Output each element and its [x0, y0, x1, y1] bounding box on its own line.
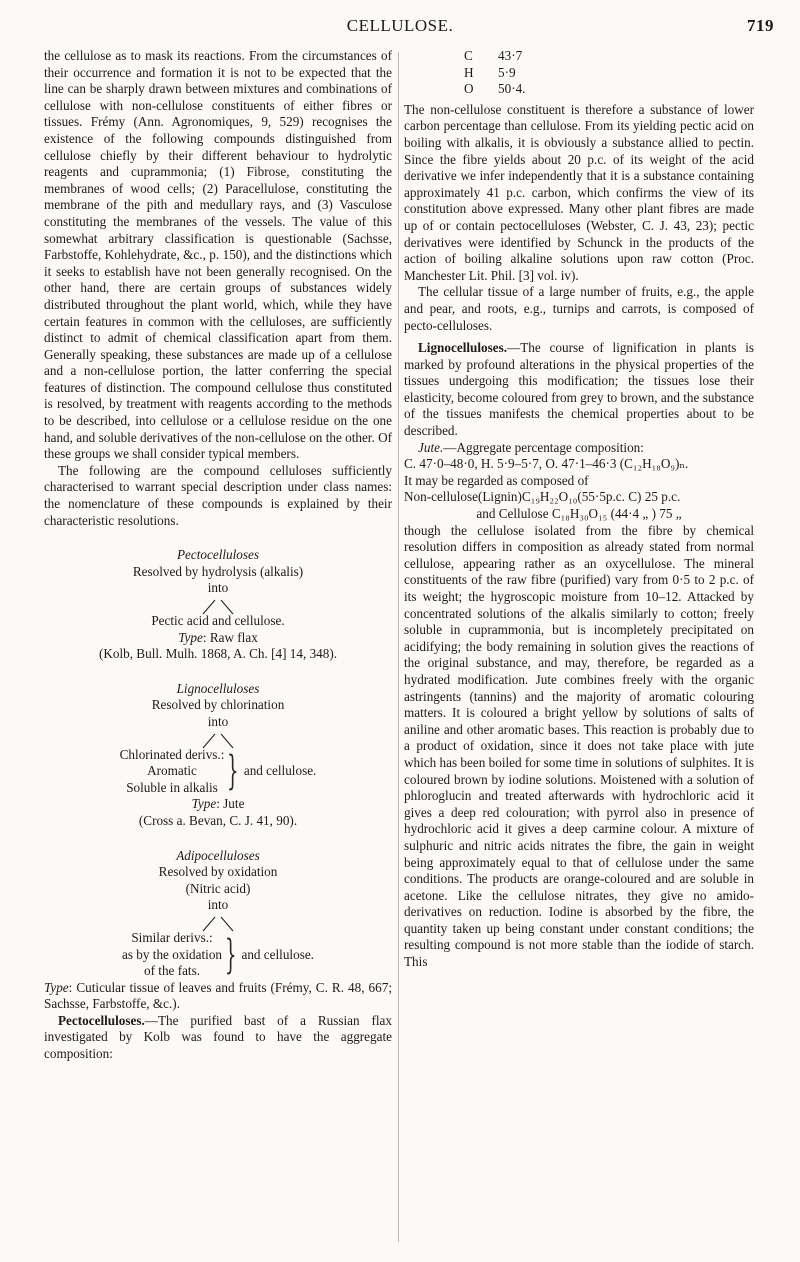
type-value: : Jute — [216, 796, 245, 812]
type-label: Type — [178, 629, 203, 645]
type-value: : Raw flax — [202, 629, 258, 645]
paragraph-text: —The purified bast of a Russian flax investigated by Kolb was found to have the aggregate composition: — [44, 1012, 392, 1062]
element-symbol: C — [464, 48, 473, 63]
pectocelluloses-paragraph — [44, 1013, 392, 1063]
scheme-products: Pectic acid and cellulose. — [151, 613, 285, 628]
section-heading: Pectocelluloses. — [58, 1012, 145, 1028]
paragraph-text: —The course of lignification in plants is marked by profound alterations in the physical properties of the tissues undergoing this modification; the tissues lose their elasticity, become coloured from grey to brown, and the substance of the tissues manifests the chemical properties about to be described. — [404, 340, 754, 439]
right-brace-icon: } — [227, 748, 239, 795]
scheme-reference: (Cross a. Bevan, C. J. 41, 90). — [138, 812, 298, 828]
jute-intro-text: —Aggregate percentage composition: — [443, 439, 644, 455]
pectocelluloses-scheme — [44, 547, 392, 663]
scheme-into: into — [207, 713, 229, 729]
right-brace-icon: } — [225, 931, 237, 978]
element-symbol: H — [464, 64, 474, 80]
page-number: 719 — [747, 16, 774, 35]
derivs-line: of the fats. — [144, 963, 201, 979]
with-cellulose: and cellulose. — [243, 763, 317, 779]
scheme-resolution: Resolved by oxidation — [158, 864, 278, 880]
left-column — [44, 48, 392, 1063]
lignocelluloses-paragraph — [404, 340, 754, 440]
composition-row — [464, 81, 584, 98]
scheme-resolution: Resolved by chlorination — [151, 697, 285, 713]
derivs-line: Soluble in alkalis — [126, 779, 218, 795]
scheme-title: Lignocelluloses — [176, 680, 260, 696]
column-rule — [398, 52, 399, 1242]
type-value: : Cuticular tissue of leaves and fruits (Frémy, C. R. 48, 667; Sachsse, Farbstoffe, &c.). — [44, 979, 392, 1012]
section-heading: Lignocelluloses. — [418, 340, 508, 356]
scheme-into: into — [207, 897, 229, 913]
classes-paragraph: The following are the compound celluloses sufficiently characterised to warrant special description under class names: the nomenclature of these compounds is explained by their characteristic resolutions. — [44, 462, 392, 528]
jute-paragraph: though the cellulose isolated from the fibre by chemical resolution differs in composition as already stated from normal cellulose, appearing rather as an oxycellulose. The mineral constituents of the raw fibre (purified) vary from 0·5 to 2 p.c. of its weight; the hygroscopic moisture from 10–12. Attacked by concentrated solutions of the alkalis similarly to cotton; freely soluble in cuprammonia, but is incompletely precipitated on acidifying; the body remaining in solution gives the reactions of the original substance, and may, therefore, be regarded as a hydrated modification. Jute combines freely with the organic astringents (tannins) and the majority of aromatic colouring matters. It is coloured a bright yellow by solutions of salts of aniline and other aromatic bases. This reaction is probably due to a product of oxidation, since it does not take place with jute which has been boiled for some time in solutions of sulphites. It is coloured brown by iodine solutions. Moistened with a solution of phloroglucin and treated afterwards with hydrochloric acid it gives a deep red colouration; with pyrrol also in presence of hydrochloric acid it gives a deep carmine colour. A mixture of sulphuric and nitric acids nitrates the fibre, the gain in weight being approximately equal to that of cellulose under the same conditions. The products are orange-coloured and are soluble in acetone. Like the cellulose nitrates, they give no amido-derivatives on reduction. Iodine is absorbed by the fibre, the quantity taken up being constant under constant conditions; the resulting compound is not more stable than the iodide of starch. This — [404, 522, 754, 970]
jute-regard: It may be regarded as composed of — [404, 472, 589, 488]
adipocelluloses-scheme — [44, 848, 392, 1013]
composition-row — [464, 48, 584, 65]
cellular-tissue-paragraph: The cellular tissue of a large number of fruits, e.g., the apple and pear, and roots, e.g., turnips and carrots, is composed of pecto-celluloses. — [404, 284, 754, 333]
scheme-reference: (Kolb, Bull. Mulh. 1868, A. Ch. [4] 14, 348). — [98, 646, 338, 662]
intro-paragraph: the cellulose as to mask its reactions. From the circumstances of their occurrence and formation it is not to be expected that the line can be sharply drawn between mixtures and combinations of cellulose with non-cellulose constituents of either fibres or tissues. Frémy (Ann. Agronomiques, 9, 529) recognises the existence of the following compounds distinguished from cellulose chiefly by their different behaviour to hydrolytic reagents and cuprammonia; (1) Fibrose, constituting the membranes of wood cells; (2) Paracellulose, constituting the membrane of the pith and medullary rays, and (3) Vasculose constituting the membranes of the vessels. The value of this somewhat arbitrary classification is questionable (Sachsse, Farbstoffe, Kohlehydrate, &c., p. 150), and the distinctions which it seeks to establish have not been generally recognised. On the other hand, there are certain groups of substances widely distributed throughout the plant world, which, while they have certain features in common with the celluloses, are sufficiently distinct to admit of chemical classification apart from them. Generally speaking, these substances are made up of a cellulose and a non-cellulose portion, the latter conferring the special features of distinction. The compound cellulose thus constituted is resolved, by treatment with reagents according to the methods to be described, into cellulose or a cellulose residue on the one hand, and soluble derivatives of the non-cellulose on the other. Of these groups we shall consider typical members. — [44, 48, 392, 462]
scheme-products — [44, 930, 392, 980]
right-column — [404, 48, 754, 971]
scheme-products — [44, 747, 392, 797]
derivs-line: Aromatic — [147, 763, 197, 779]
type-label: Type — [191, 796, 217, 812]
scheme-type — [44, 796, 392, 813]
jute-cellulose: and Cellulose C₁₈H₃₀O₁₅ (44·4 „ ) 75 „ — [476, 506, 682, 522]
jute-formula: C. 47·0–48·0, H. 5·9–5·7, O. 47·1–46·3 (C₁₂H₁₈O₉)ₙ. — [404, 456, 689, 472]
running-header — [0, 16, 800, 42]
scheme-type — [44, 980, 392, 1013]
scheme-reagent: (Nitric acid) — [185, 880, 251, 896]
element-symbol: O — [464, 81, 474, 97]
scheme-resolution: Resolved by hydrolysis (alkalis) — [132, 563, 304, 579]
scheme-title: Adipocelluloses — [176, 847, 260, 863]
running-title: CELLULOSE. — [346, 16, 454, 35]
composition-row — [464, 65, 584, 82]
element-value: 5·9 — [498, 64, 516, 80]
non-cellulose-paragraph: The non-cellulose constituent is therefore a substance of lower carbon percentage than cellulose. From its yielding pectic acid on boiling with alkalis, it is obviously a substance allied to pectin. Since the fibre yields about 20 p.c. of its weight of the acid derivative we infer independently that it is a substance containing approximately 41 p.c. carbon, which confirms the view of its constitution above expressed. Many other plant fibres are made up of or contain pectocelluloses (Webster, C. J. 43, 23); pectic derivatives were identified by Schunck in the products of the action of boiling alkaline solutions upon raw cotton (Proc. Manchester Lit. Phil. [3] vol. iv). — [404, 101, 754, 283]
element-value: 43·7 — [498, 48, 523, 63]
scheme-title: Pectocelluloses — [176, 547, 260, 563]
type-label: Type — [44, 979, 69, 995]
derivs-line: as by the oxidation — [122, 946, 223, 962]
composition-table — [464, 48, 584, 98]
derivs-line: Similar derivs.: — [131, 929, 213, 945]
with-cellulose: and cellulose. — [241, 946, 314, 962]
jute-non-cellulose: Non-cellulose(Lignin)C₁₉H₂₂O₁₀(55·5p.c. C) 25 p.c. — [404, 489, 681, 505]
scheme-type — [44, 630, 392, 647]
derivs-line: Chlorinated derivs.: — [119, 746, 225, 762]
jute-heading: Jute. — [418, 439, 444, 455]
scheme-into: into — [207, 580, 229, 596]
element-value: 50·4. — [498, 81, 526, 97]
jute-intro — [404, 440, 754, 457]
lignocelluloses-scheme — [44, 681, 392, 830]
